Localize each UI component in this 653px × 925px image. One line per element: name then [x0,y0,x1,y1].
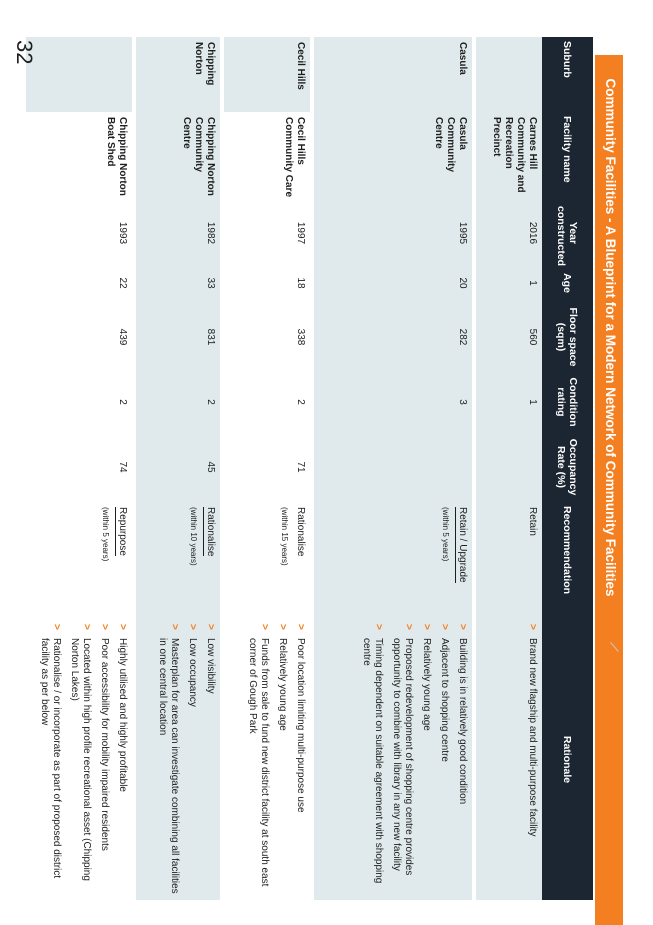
rationale-item: > Low occupancy [187,624,198,707]
bullet-icon: > [187,624,198,630]
col-header-year: Year constructed [542,202,593,264]
bullet-icon: > [277,624,288,630]
bullet-icon: > [295,624,306,630]
floor-space: 338 [222,302,312,372]
table-row [222,37,312,900]
col-header-suburb: Suburb [542,37,593,112]
page-title: Community Facilities - A Blueprint for a Modern Network of Community Facilities [603,78,618,597]
condition-rating: 3 [312,372,474,432]
recommendation [312,502,474,619]
age: 33 [134,264,222,302]
table-row [134,37,222,900]
bullet-icon: > [169,624,180,630]
suburb-cell: Chipping Norton [134,37,222,112]
recommendation-label: Retain / Upgrade [457,507,468,583]
rationale [134,619,222,900]
rationale-item: > Relatively young age [277,624,288,731]
recommendation-timeframe: (within 10 years) [189,507,198,566]
occupancy-rate [474,432,542,502]
rationale-item: > Low visibility [205,624,216,694]
rationale-item: > Proposed redevelopment of shopping centre provides opportunity to combine with library in any new facility [391,624,414,876]
floor-space: 282 [312,302,474,372]
table-row [24,37,134,900]
recommendation-timeframe: (within 5 years) [101,507,110,562]
table-header-row [542,37,593,900]
rationale-item: > Located within high profile recreational asset (Chipping Norton Lakes) [69,624,92,881]
bullet-icon: > [205,624,216,630]
bullet-icon: > [99,624,110,630]
occupancy-rate: 74 [24,432,134,502]
rationale-item: > Brand new flagship and multi-purpose facility [527,624,538,837]
rationale [474,619,542,900]
recommendation [474,502,542,619]
recommendation-label: Retain [527,507,538,536]
condition-rating: 1 [474,372,542,432]
bullet-icon: > [51,624,62,630]
facility-name: Carnes Hill Community and Recreation Precinct [474,112,542,202]
col-header-occupancy: Occupancy Rate (%) [542,432,593,502]
occupancy-rate: 71 [222,432,312,502]
col-header-facility: Facility name [542,112,593,202]
rationale-item: > Poor accessibility for mobility impaired residents [99,624,110,851]
rationale [312,619,474,900]
condition-rating: 2 [222,372,312,432]
occupancy-rate [312,432,474,502]
recommendation [24,502,134,619]
bullet-icon: > [259,624,270,630]
condition-rating: 2 [134,372,222,432]
age: 1 [474,264,542,302]
year-constructed: 1995 [312,202,474,264]
age: 22 [24,264,134,302]
rationale-item: > Adjacent to shopping centre [439,624,450,762]
recommendation-timeframe: (within 15 years) [280,507,289,566]
bullet-icon: > [373,624,384,630]
facilities-table [22,37,593,900]
rationale-item: > Relatively young age [421,624,432,731]
occupancy-rate: 45 [134,432,222,502]
age: 18 [222,264,312,302]
facility-name: Chipping Norton Community Centre [134,112,222,202]
col-header-age: Age [542,264,593,302]
rationale-item: > Funds from sale to fund new district facility at south east corner of Gough Park [247,624,270,887]
bullet-icon: > [457,624,468,630]
rationale [222,619,312,900]
bullet-icon: > [117,624,128,630]
recommendation-timeframe: (within 5 years) [441,507,450,562]
recommendation-label: Rationalise [295,507,306,557]
rationale [24,619,134,900]
age: 20 [312,264,474,302]
rationale-item: > Highly utilised and highly profitable [117,624,128,792]
suburb-cell: Cecil Hills [222,37,312,112]
col-header-rationale: Rationale [542,619,593,900]
recommendation [222,502,312,619]
recommendation [134,502,222,619]
bullet-icon: > [527,624,538,630]
rationale-item: > Building is in relatively good condition [457,624,468,805]
year-constructed: 1982 [134,202,222,264]
col-header-condition: Condition rating [542,372,593,432]
facility-name: Cecil Hills Community Care [222,112,312,202]
year-constructed: 1993 [24,202,134,264]
bullet-icon: > [81,624,92,630]
title-banner [595,55,623,925]
rationale-item: > Masterplan for area can investigate combining all facilities in one central location [157,624,180,894]
year-constructed: 1997 [222,202,312,264]
recommendation-label: Rationalise [205,507,216,557]
rationale-item: > Rationalise / or incorporate as part of proposed district facility as per below [39,624,62,879]
rationale-item: > Timing dependent on suitable agreement with shopping centre [361,624,384,884]
bullet-icon: > [439,624,450,630]
facility-name: Casula Community Centre [312,112,474,202]
condition-rating: 2 [24,372,134,432]
suburb-cell: Casula [312,37,474,112]
page-number: 32 [12,40,37,65]
recommendation-label: Repurpose [117,507,128,556]
col-header-floor-space: Floor space (sqm) [542,302,593,372]
suburb-cell [24,37,134,112]
floor-space: 560 [474,302,542,372]
floor-space: 439 [24,302,134,372]
floor-space: 831 [134,302,222,372]
bullet-icon: > [421,624,432,630]
year-constructed: 2016 [474,202,542,264]
rationale-item: > Poor location limiting multi-purpose use [295,624,306,813]
table-row [312,37,474,900]
facility-name: Chipping Norton Boat Shed [24,112,134,202]
table-row [474,37,542,900]
col-header-recommendation: Recommendation [542,502,593,619]
suburb-cell [474,37,542,112]
bullet-icon: > [403,624,414,630]
